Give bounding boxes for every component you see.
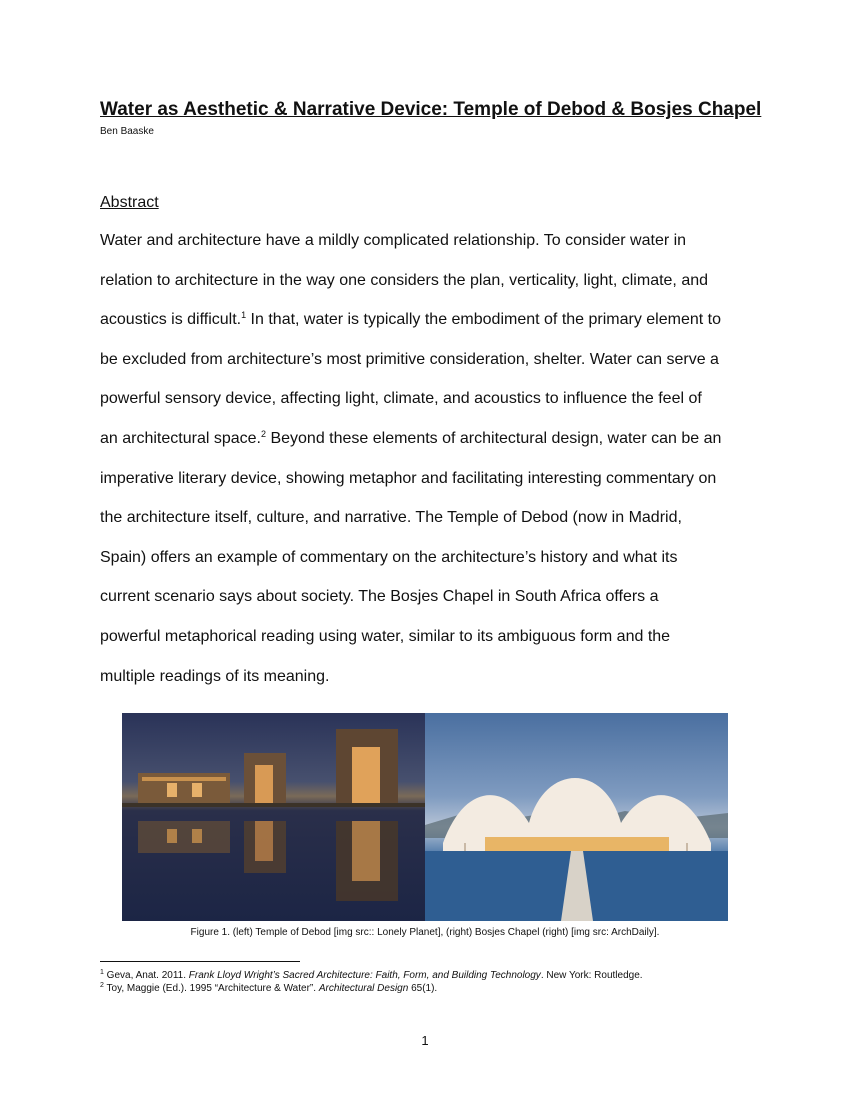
abstract-line-part: an architectural space.: [100, 429, 261, 447]
footnote-text: . New York: Routledge.: [540, 970, 643, 981]
abstract-line: multiple readings of its meaning.: [100, 667, 330, 685]
abstract-line-part: acoustics is difficult.: [100, 311, 242, 329]
footnote-text: 65(1).: [408, 983, 438, 994]
footnote-text: Toy, Maggie (Ed.). 1995 “Architecture & Water”.: [103, 983, 319, 994]
document-page: [100, 96, 762, 696]
bosjes-chapel-image: [425, 713, 728, 921]
abstract-line: imperative literary device, showing metaphor and facilitating interesting commentary on: [100, 469, 717, 487]
figure-caption: Figure 1. (left) Temple of Debod [img src:: Lonely Planet], (right) Bosjes Chapel (right) [img src: ArchDaily].: [190, 927, 660, 938]
footnote-title: Architectural Design: [318, 983, 409, 994]
footnote-divider: [100, 961, 300, 962]
abstract-line: relation to architecture in the way one considers the plan, verticality, light, climate, and: [100, 271, 709, 289]
temple-of-debod-image: [122, 713, 425, 921]
abstract-line-part: Beyond these elements of architectural design, water can be an: [266, 429, 722, 447]
abstract-heading: Abstract: [100, 194, 159, 211]
footnote-title: Frank Lloyd Wright’s Sacred Architecture: Faith, Form, and Building Technology: [188, 970, 541, 981]
abstract-line: current scenario says about society. The Bosjes Chapel in South Africa offers a: [100, 588, 659, 606]
footnote-number: 2: [100, 982, 104, 989]
abstract-line: the architecture itself, culture, and narrative. The Temple of Debod (now in Madrid,: [100, 509, 682, 527]
abstract-line: Spain) offers an example of commentary on the architecture’s history and what its: [100, 548, 678, 566]
footnote-number: 1: [100, 969, 104, 976]
page-number: 1: [421, 1033, 429, 1048]
footnote-2: [100, 982, 760, 995]
paper-title: Water as Aesthetic & Narrative Device: Temple of Debod & Bosjes Chapel: [100, 99, 762, 120]
abstract-line: powerful metaphorical reading using water, similar to its ambiguous form and the: [100, 627, 671, 645]
abstract-line: Water and architecture have a mildly complicated relationship. To consider water in: [100, 232, 687, 249]
abstract-body: [100, 221, 750, 696]
abstract-line: be excluded from architecture’s most primitive consideration, shelter. Water can serve a: [100, 350, 719, 368]
abstract-line-with-ref: [100, 419, 750, 459]
abstract-line-with-ref: [100, 300, 750, 340]
abstract-line-part: In that, water is typically the embodiment of the primary element to: [246, 311, 721, 329]
author-name: Ben Baaske: [100, 126, 154, 137]
footnote-1: [100, 969, 760, 982]
chapel-illustration: [425, 713, 728, 921]
abstract-line: powerful sensory device, affecting light, climate, and acoustics to influence the feel of: [100, 390, 702, 408]
footnote-text: Geva, Anat. 2011.: [103, 970, 189, 981]
footnote-ref-1[interactable]: 1: [241, 310, 247, 321]
figure-1: [122, 713, 728, 921]
footnotes: [100, 969, 760, 995]
footnote-ref-2[interactable]: 2: [260, 428, 266, 439]
temple-illustration: [122, 713, 425, 921]
